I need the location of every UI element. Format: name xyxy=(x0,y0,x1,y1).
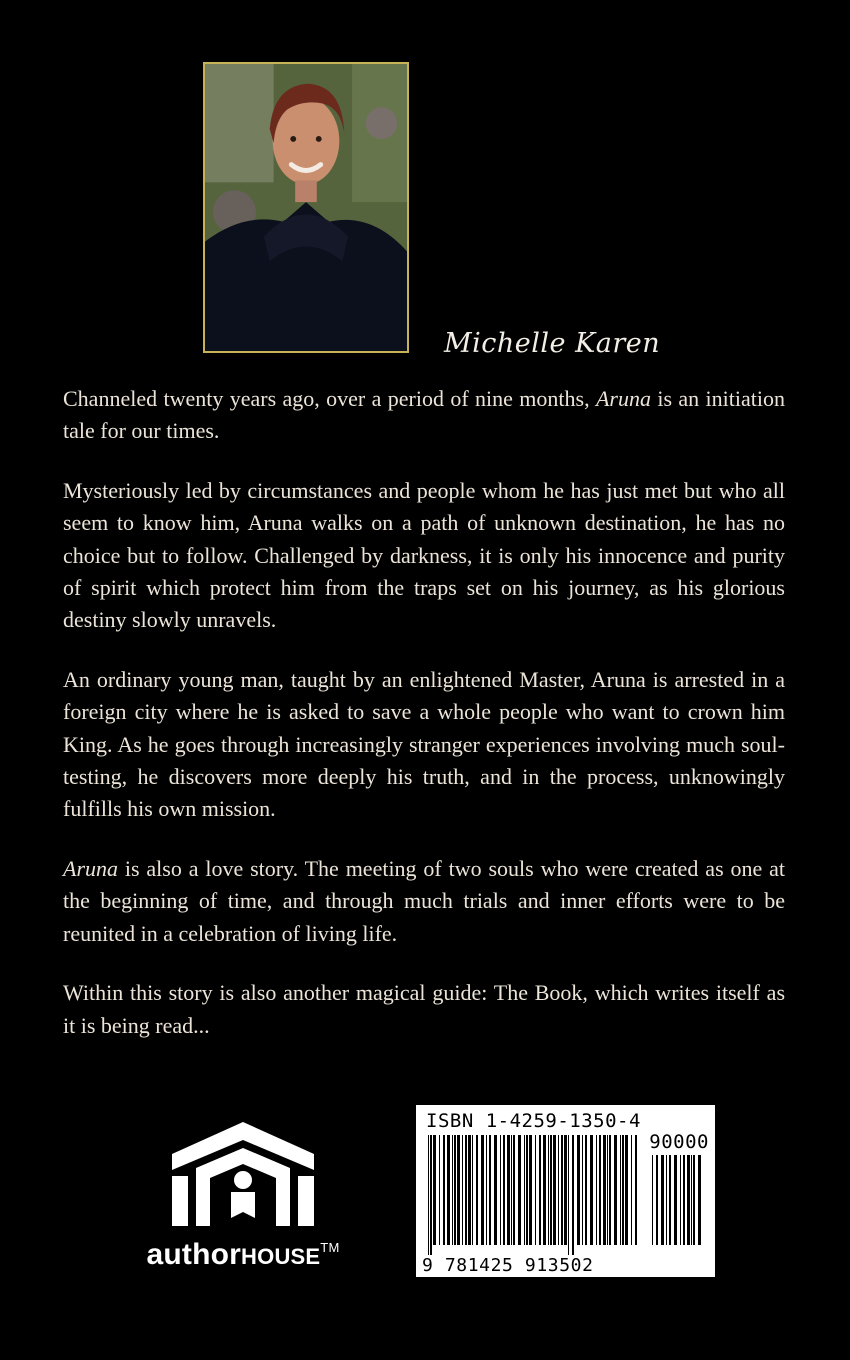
blurb-paragraph-4 xyxy=(63,853,785,950)
barcode-bar xyxy=(462,1135,463,1245)
blurb-paragraph-5: Within this story is also another magical guide: The Book, which writes itself as it is being read... xyxy=(63,980,785,1038)
blurb-paragraph-3: An ordinary young man, taught by an enlightened Master, Aruna is arrested in a foreign city where he is asked to save a whole people who want to crown him King. As he goes through increasingly stranger experiences involving much soul-testing, he discovers more deeply his truth, and in the process, unknowingly fulfills his own mission. xyxy=(63,666,785,822)
barcode-bar xyxy=(553,1135,556,1245)
blurb-paragraph-2: Mysteriously led by circumstances and people whom he has just met but who all seem to know him, Aruna walks on a path of unknown destination, he has no choice but to follow. Challenged by darkness, it is only his innocence and purity of spirit which protect him from the traps set on his journey, as his glorious destiny slowly unravels. xyxy=(63,477,785,633)
barcode-bar xyxy=(481,1135,484,1245)
barcode-bar xyxy=(472,1135,473,1245)
barcode-bar xyxy=(476,1135,478,1245)
barcode-bar xyxy=(585,1135,587,1245)
publisher-wordmark xyxy=(133,1238,353,1272)
barcode-bar xyxy=(691,1155,692,1245)
barcode-bar xyxy=(543,1135,546,1245)
barcode-bar xyxy=(564,1135,567,1245)
barcode-bar xyxy=(590,1135,593,1245)
barcode-bar xyxy=(609,1135,611,1245)
barcode-bar xyxy=(693,1155,695,1245)
barcode-bar xyxy=(513,1135,515,1245)
barcode-bar xyxy=(529,1135,532,1245)
barcode-bar xyxy=(511,1135,512,1245)
barcode-bar xyxy=(625,1135,628,1245)
barcode-bar xyxy=(465,1135,467,1245)
barcode-bar xyxy=(661,1155,664,1245)
barcode-bar xyxy=(535,1135,536,1245)
publisher-logo xyxy=(133,1118,353,1271)
barcode-bar xyxy=(443,1135,445,1245)
barcode-bar xyxy=(674,1155,677,1245)
book-blurb xyxy=(63,383,785,1069)
barcode-bar xyxy=(607,1135,608,1245)
author-portrait-image xyxy=(205,64,407,351)
barcode-bar xyxy=(524,1135,525,1245)
barcode-bar xyxy=(489,1135,491,1245)
barcode-bar xyxy=(666,1155,667,1245)
publisher-wordmark-author: author xyxy=(146,1238,242,1271)
barcode-bar xyxy=(457,1135,460,1245)
barcode-bar xyxy=(596,1135,597,1245)
barcode-bar xyxy=(669,1155,671,1245)
barcode-bar xyxy=(698,1155,701,1245)
book-title-italic: Aruna xyxy=(595,386,651,411)
barcode-bar xyxy=(500,1135,501,1245)
blurb-paragraph-1 xyxy=(63,383,785,448)
barcode-bar xyxy=(550,1135,552,1245)
barcode-bar xyxy=(631,1135,632,1245)
book-title-italic: Aruna xyxy=(63,855,118,881)
blurb-text: is an initiation tale for our times. xyxy=(63,386,785,444)
price-addon-bars xyxy=(652,1155,708,1255)
barcode-bar xyxy=(568,1135,569,1255)
barcode-bar xyxy=(518,1135,521,1245)
barcode-bar xyxy=(656,1155,658,1245)
isbn-number: ISBN 1-4259-1350-4 xyxy=(426,1110,641,1132)
barcode-bar xyxy=(454,1135,456,1245)
barcode-bar xyxy=(558,1135,559,1245)
barcode-bar xyxy=(539,1135,541,1245)
barcode-bar xyxy=(687,1155,690,1245)
barcode-bar xyxy=(447,1135,450,1245)
barcode-bar xyxy=(572,1135,574,1255)
barcode-bar xyxy=(526,1135,528,1245)
barcode-bar xyxy=(548,1135,549,1245)
isbn-barcode xyxy=(416,1105,715,1277)
barcode-bar xyxy=(622,1135,624,1245)
ean-barcode-bars xyxy=(428,1135,642,1255)
blurb-text: Channeled twenty years ago, over a period of nine months, xyxy=(63,386,596,411)
barcode-bar xyxy=(614,1135,617,1245)
barcode-bar xyxy=(439,1135,440,1245)
barcode-bar xyxy=(603,1135,606,1245)
barcode-bar xyxy=(620,1135,621,1245)
barcode-bar xyxy=(503,1135,505,1245)
ean-digits: 9 781425 913502 xyxy=(422,1255,594,1276)
publisher-wordmark-house: HOUSE xyxy=(241,1244,321,1269)
barcode-bar xyxy=(652,1155,653,1245)
author-signature: Michelle Karen xyxy=(444,328,661,359)
barcode-bar xyxy=(683,1155,685,1245)
barcode-bar xyxy=(486,1135,487,1245)
barcode-bar xyxy=(452,1135,453,1245)
barcode-bar xyxy=(582,1135,583,1245)
barcode-bar xyxy=(430,1135,432,1255)
barcode-bar xyxy=(635,1135,637,1245)
house-book-icon xyxy=(168,1118,318,1228)
author-photo xyxy=(203,62,409,353)
barcode-bar xyxy=(561,1135,563,1245)
trademark-symbol: TM xyxy=(320,1240,340,1255)
price-code: 90000 xyxy=(649,1131,709,1153)
barcode-bar xyxy=(433,1135,436,1245)
barcode-bar xyxy=(680,1155,681,1245)
blurb-text: is also a love story. The meeting of two souls who were created as one at the beginning of time, and through much trials and inner efforts were to be reunited in a celebration of living life. xyxy=(63,855,785,946)
barcode-bar xyxy=(507,1135,510,1245)
barcode-bar xyxy=(577,1135,580,1245)
barcode-bar xyxy=(428,1135,429,1255)
barcode-bar xyxy=(468,1135,471,1245)
barcode-bar xyxy=(494,1135,497,1245)
barcode-bar xyxy=(599,1135,601,1245)
